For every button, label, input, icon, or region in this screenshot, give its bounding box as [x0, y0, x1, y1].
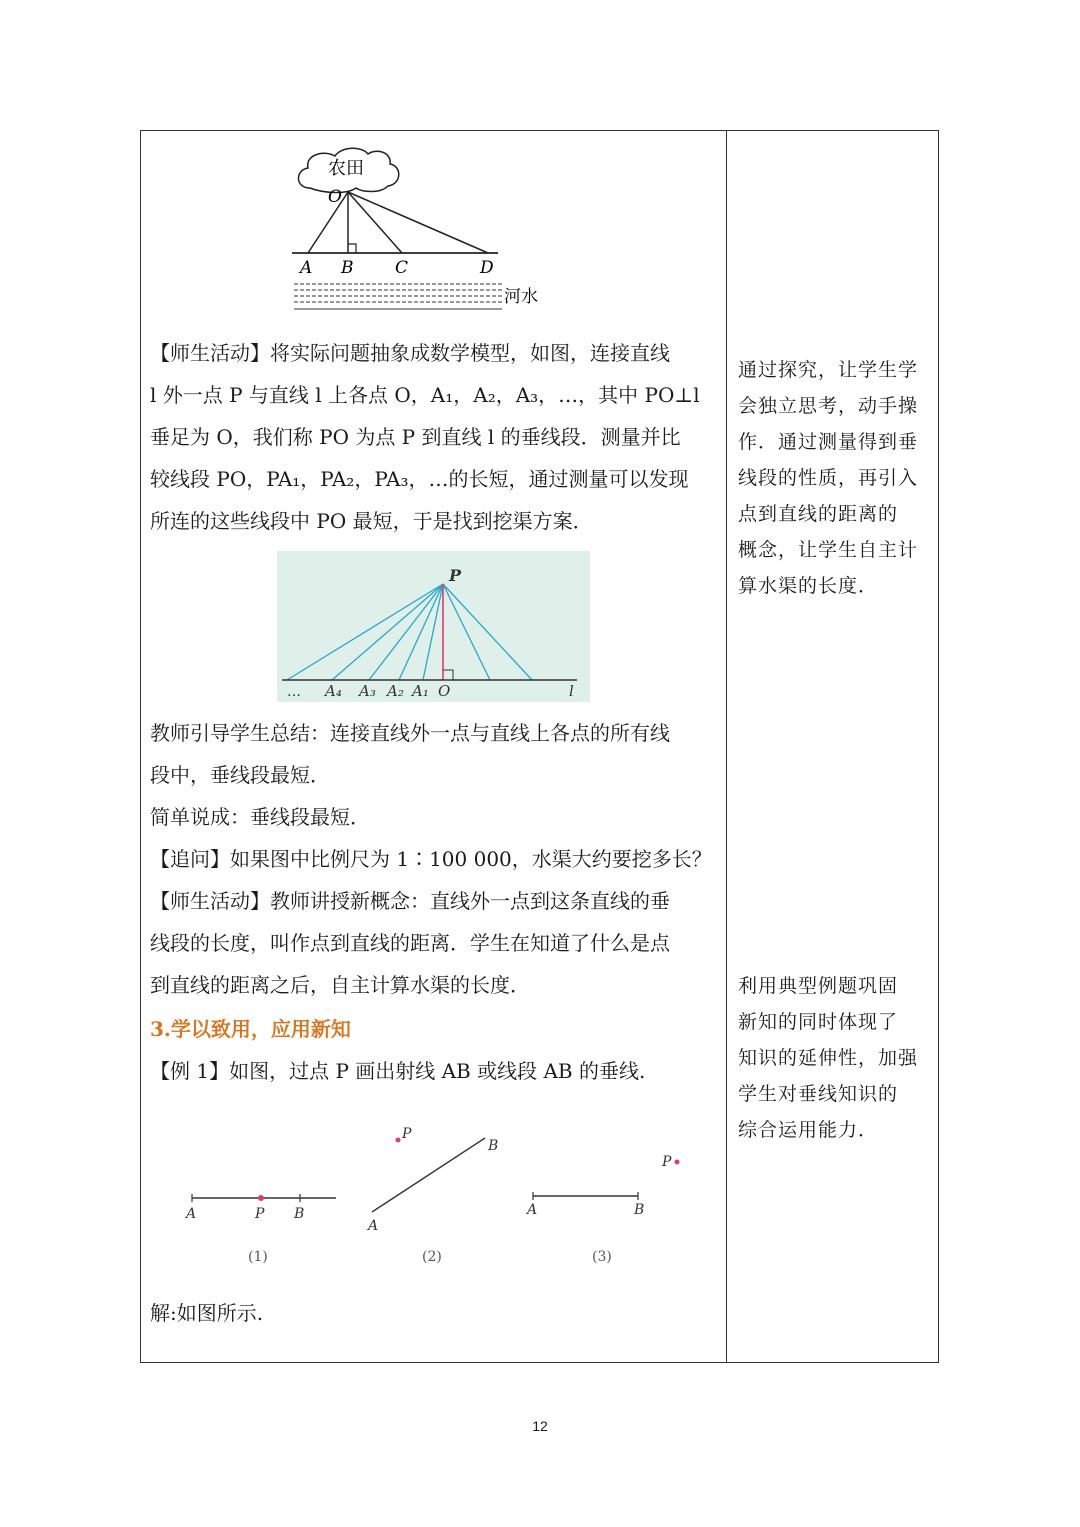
example-text: 【例 1】如图，过点 P 画出射线 AB 或线段 AB 的垂线. — [150, 1059, 646, 1083]
side-note-line: 线段的性质，再引入 — [738, 467, 919, 489]
side-note-2 — [738, 968, 932, 1148]
point-o-label: O — [328, 187, 342, 207]
example-figures — [180, 1118, 700, 1268]
side-note-line: 综合运用能力． — [738, 1119, 879, 1141]
fig3-p-label: P — [662, 1154, 672, 1170]
perpendicular-diagram — [277, 551, 590, 702]
farm-label: 农田 — [328, 158, 364, 179]
paragraph-line: 较线段 PO，PA₁，PA₂，PA₃，…的长短，通过测量可以发现 — [150, 467, 689, 491]
point-p-marker — [396, 1138, 401, 1143]
fig2-caption: (2) — [422, 1249, 442, 1265]
paragraph-line: 【追问】如果图中比例尺为 1∶100 000，水渠大约要挖多长？ — [150, 847, 712, 871]
river-label: 河水 — [504, 287, 538, 307]
fig2-p-label: P — [402, 1126, 412, 1142]
side-note-line: 概念，让学生自主计 — [738, 539, 919, 561]
fig2-b-label: B — [488, 1138, 499, 1154]
a3-label: A₃ — [359, 682, 376, 700]
fig1-a-label: A — [186, 1206, 197, 1222]
a2-label: A₂ — [387, 682, 404, 700]
paragraph-line: 教师引导学生总结：连接直线外一点与直线上各点的所有线 — [150, 721, 670, 745]
river-lines — [294, 284, 502, 302]
fig3-a-label: A — [527, 1202, 538, 1218]
fig1-caption: (1) — [248, 1249, 268, 1265]
a4-label: A₄ — [325, 682, 342, 700]
l-label: l — [569, 682, 574, 700]
side-note-line: 算水渠的长度． — [738, 575, 879, 597]
fig2-a-label: A — [368, 1218, 379, 1234]
fig1-b-label: B — [294, 1206, 305, 1222]
side-note-line: 会独立思考，动手操 — [738, 395, 919, 417]
a1-label: A₁ — [412, 682, 429, 700]
paragraph-line: 线段的长度，叫作点到直线的距离．学生在知道了什么是点 — [150, 931, 670, 955]
point-d-label: D — [480, 258, 494, 278]
side-note-line: 作．通过测量得到垂 — [738, 431, 919, 453]
point-b-label: B — [341, 258, 354, 278]
fig3-caption: (3) — [592, 1249, 612, 1265]
paragraph-line: 【师生活动】教师讲授新概念：直线外一点到这条直线的垂 — [150, 889, 670, 913]
solution-text: 解:如图所示. — [150, 1301, 264, 1325]
point-a-label: A — [300, 258, 313, 278]
paragraph-line: l 外一点 P 与直线 l 上各点 O，A₁，A₂，A₃，…，其中 PO⊥l — [150, 383, 700, 407]
fig3-b-label: B — [634, 1202, 645, 1218]
side-note-line: 学生对垂线知识的 — [738, 1083, 899, 1105]
page-number: 12 — [532, 1418, 548, 1434]
side-note-line: 通过探究，让学生学 — [738, 359, 919, 381]
paragraph-line: 段中，垂线段最短． — [150, 763, 330, 787]
section-heading: 3.学以致用，应用新知 — [150, 1017, 351, 1041]
paragraph-line: 到直线的距离之后，自主计算水渠的长度． — [150, 973, 530, 997]
side-note-line: 利用典型例题巩固 — [738, 975, 899, 997]
fig1-p-label: P — [255, 1206, 265, 1222]
farm-river-figure — [280, 140, 560, 315]
paragraph-line: 【师生活动】将实际问题抽象成数学模型，如图，连接直线 — [150, 341, 670, 365]
point-p-marker — [675, 1160, 680, 1165]
side-note-line: 知识的延伸性，加强 — [738, 1047, 919, 1069]
paragraph-line: 简单说成：垂线段最短． — [150, 805, 370, 829]
side-note-line: 新知的同时体现了 — [738, 1011, 899, 1033]
side-note-1 — [738, 352, 932, 604]
o-label: O — [438, 682, 451, 700]
point-c-label: C — [395, 258, 409, 278]
side-note-line: 点到直线的距离的 — [738, 503, 899, 525]
point-p-marker — [258, 1195, 264, 1201]
paragraph-line: 垂足为 O，我们称 PO 为点 P 到直线 l 的垂线段．测量并比 — [150, 425, 681, 449]
ellipsis-label: … — [287, 684, 301, 700]
column-divider — [726, 130, 727, 1363]
paragraph-line: 所连的这些线段中 PO 最短，于是找到挖渠方案． — [150, 509, 593, 533]
point-p-label: P — [449, 566, 462, 585]
